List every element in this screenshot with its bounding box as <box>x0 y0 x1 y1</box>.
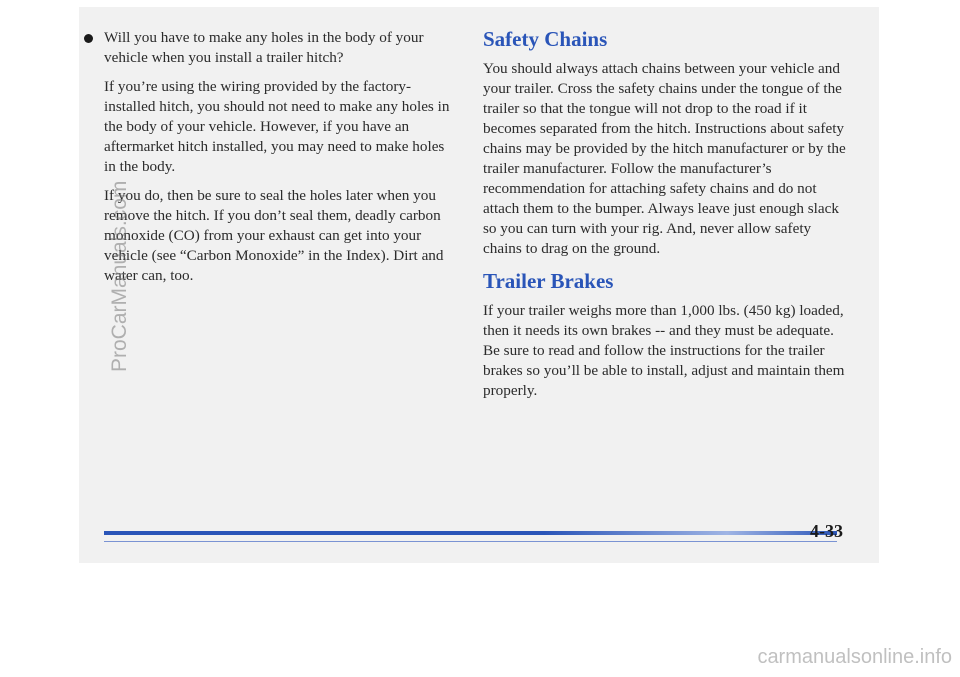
paragraph-trailer-brakes: If your trailer weighs more than 1,000 lbs. (450 kg) loaded, then it needs its own brakes -- and they must be adequate. Be sure to read and follow the instructions for the trailer brakes so you’ll be able to install, adjust and maintain them properly. <box>483 302 845 399</box>
right-column <box>483 27 853 410</box>
bullet-item <box>104 28 456 68</box>
paragraph-seal-holes: If you do, then be sure to seal the holes later when you remove the hitch. If you don’t seal them, deadly carbon monoxide (CO) from your exhaust can get into your vehicle (see “Carbon Monoxide” in the Index). Dirt and water can, too. <box>104 187 444 284</box>
heading-safety-chains: Safety Chains <box>483 27 608 51</box>
page-number: 4-33 <box>810 521 843 541</box>
heading-trailer-brakes: Trailer Brakes <box>483 269 614 293</box>
bullet-dot-icon <box>84 34 93 43</box>
left-column <box>104 28 456 295</box>
footer-rule <box>104 531 837 535</box>
bullet-question: Will you have to make any holes in the body of your vehicle when you install a trailer hitch? <box>104 29 424 66</box>
watermark-left: ProCarManuals.com <box>108 180 131 372</box>
paragraph-wiring: If you’re using the wiring provided by the factory-installed hitch, you should not need to make any holes in the body of your vehicle. However, if you have an aftermarket hitch installed, you may need to make holes in the body. <box>104 78 450 175</box>
footer-rule-thin <box>104 541 837 542</box>
watermark-bottom: carmanualsonline.info <box>757 646 952 668</box>
paragraph-safety-chains: You should always attach chains between your vehicle and your trailer. Cross the safety chains under the tongue of the trailer so that the tongue will not drop to the road if it becomes separated from the hitch. Instructions about safety chains may be provided by the hitch manufacturer or by the trailer manufacturer. Follow the manufacturer’s recommendation for attaching safety chains and do not attach them to the bumper. Always leave just enough slack so you can turn with your rig. And, never allow safety chains to drag on the ground. <box>483 60 846 257</box>
